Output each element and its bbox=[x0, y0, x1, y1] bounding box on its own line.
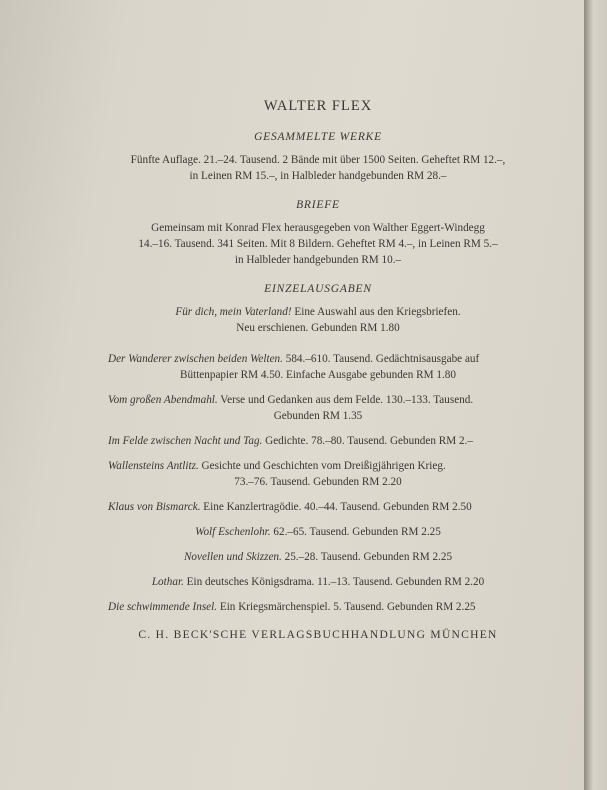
text-line: in Halbleder handgebunden RM 10.– bbox=[234, 254, 402, 266]
entry-eschenlohr bbox=[108, 524, 528, 540]
entry-abendmahl bbox=[108, 392, 528, 424]
entry-title: Wolf Eschenlohr. bbox=[195, 526, 271, 538]
entry-text: Ein deutsches Königsdrama. 11.–13. Tausend. Gebunden RM 2.20 bbox=[183, 576, 485, 588]
entry-title: Klaus von Bismarck. bbox=[108, 501, 201, 513]
entry-lothar bbox=[108, 574, 528, 590]
entry-insel bbox=[108, 599, 528, 615]
entry-wanderer bbox=[108, 351, 528, 383]
briefe-description bbox=[108, 220, 528, 268]
entry-vaterland bbox=[108, 304, 528, 336]
section-title-einzel: EINZELAUSGABEN bbox=[264, 283, 372, 295]
entry-line2: Gebunden RM 1.35 bbox=[273, 410, 363, 422]
entry-title: Die schwimmende Insel. bbox=[108, 601, 218, 613]
entry-title: Der Wanderer zwischen beiden Welten. bbox=[108, 353, 283, 365]
entry-text: 25.–28. Tausend. Gebunden RM 2.25 bbox=[281, 551, 453, 563]
entry-title: Vom großen Abendmahl. bbox=[108, 394, 218, 406]
text-line: in Leinen RM 15.–, in Halbleder handgebunden RM 28.– bbox=[189, 170, 447, 182]
entry-line2: Büttenpapier RM 4.50. Einfache Ausgabe gebunden RM 1.80 bbox=[180, 369, 456, 381]
entry-text: Eine Kanzlertragödie. 40.–44. Tausend. Gebunden RM 2.50 bbox=[200, 501, 472, 513]
entry-title: Wallensteins Antlitz. bbox=[108, 460, 199, 472]
entry-text: Verse und Gedanken aus dem Felde. 130.–133. Tausend. bbox=[217, 394, 474, 406]
entry-line2: Neu erschienen. Gebunden RM 1.80 bbox=[236, 322, 400, 334]
entry-novellen bbox=[108, 549, 528, 565]
section-title-gesammelte: GESAMMELTE WERKE bbox=[254, 131, 382, 143]
entry-text: 584.–610. Tausend. Gedächtnisausgabe auf bbox=[282, 353, 480, 365]
author-heading: WALTER FLEX bbox=[263, 98, 373, 114]
page-edge bbox=[584, 0, 607, 790]
entry-line2: 73.–76. Tausend. Gebunden RM 2.20 bbox=[234, 476, 402, 488]
text-line: Fünfte Auflage. 21.–24. Tausend. 2 Bände mit über 1500 Seiten. Geheftet RM 12.–, bbox=[130, 154, 506, 166]
text-line: 14.–16. Tausend. 341 Seiten. Mit 8 Bildern. Geheftet RM 4.–, in Leinen RM 5.– bbox=[138, 238, 498, 250]
entry-bismarck bbox=[108, 499, 528, 515]
entry-title: Im Felde zwischen Nacht und Tag. bbox=[108, 435, 263, 447]
entry-text: Gedichte. 78.–80. Tausend. Gebunden RM 2.– bbox=[262, 435, 473, 447]
publisher-imprint: C. H. BECK'SCHE VERLAGSBUCHHANDLUNG MÜNCHEN bbox=[138, 629, 498, 641]
entry-text: 62.–65. Tausend. Gebunden RM 2.25 bbox=[270, 526, 441, 538]
gesammelte-description bbox=[108, 152, 528, 184]
page-content bbox=[108, 98, 528, 643]
entry-title: Für dich, mein Vaterland! bbox=[175, 306, 292, 318]
entry-text: Ein Kriegsmärchenspiel. 5. Tausend. Gebunden RM 2.25 bbox=[217, 601, 476, 613]
entry-title: Lothar. bbox=[151, 576, 184, 588]
entry-text: Gesichte und Geschichten vom Dreißigjährigen Krieg. bbox=[198, 460, 446, 472]
entry-title: Novellen und Skizzen. bbox=[183, 551, 282, 563]
section-title-briefe: BRIEFE bbox=[296, 199, 340, 211]
entry-wallenstein bbox=[108, 458, 528, 490]
text-line: Gemeinsam mit Konrad Flex herausgegeben von Walther Eggert-Windegg bbox=[151, 222, 485, 234]
entry-im-felde bbox=[108, 433, 528, 449]
entry-text: Eine Auswahl aus den Kriegsbriefen. bbox=[291, 306, 461, 318]
